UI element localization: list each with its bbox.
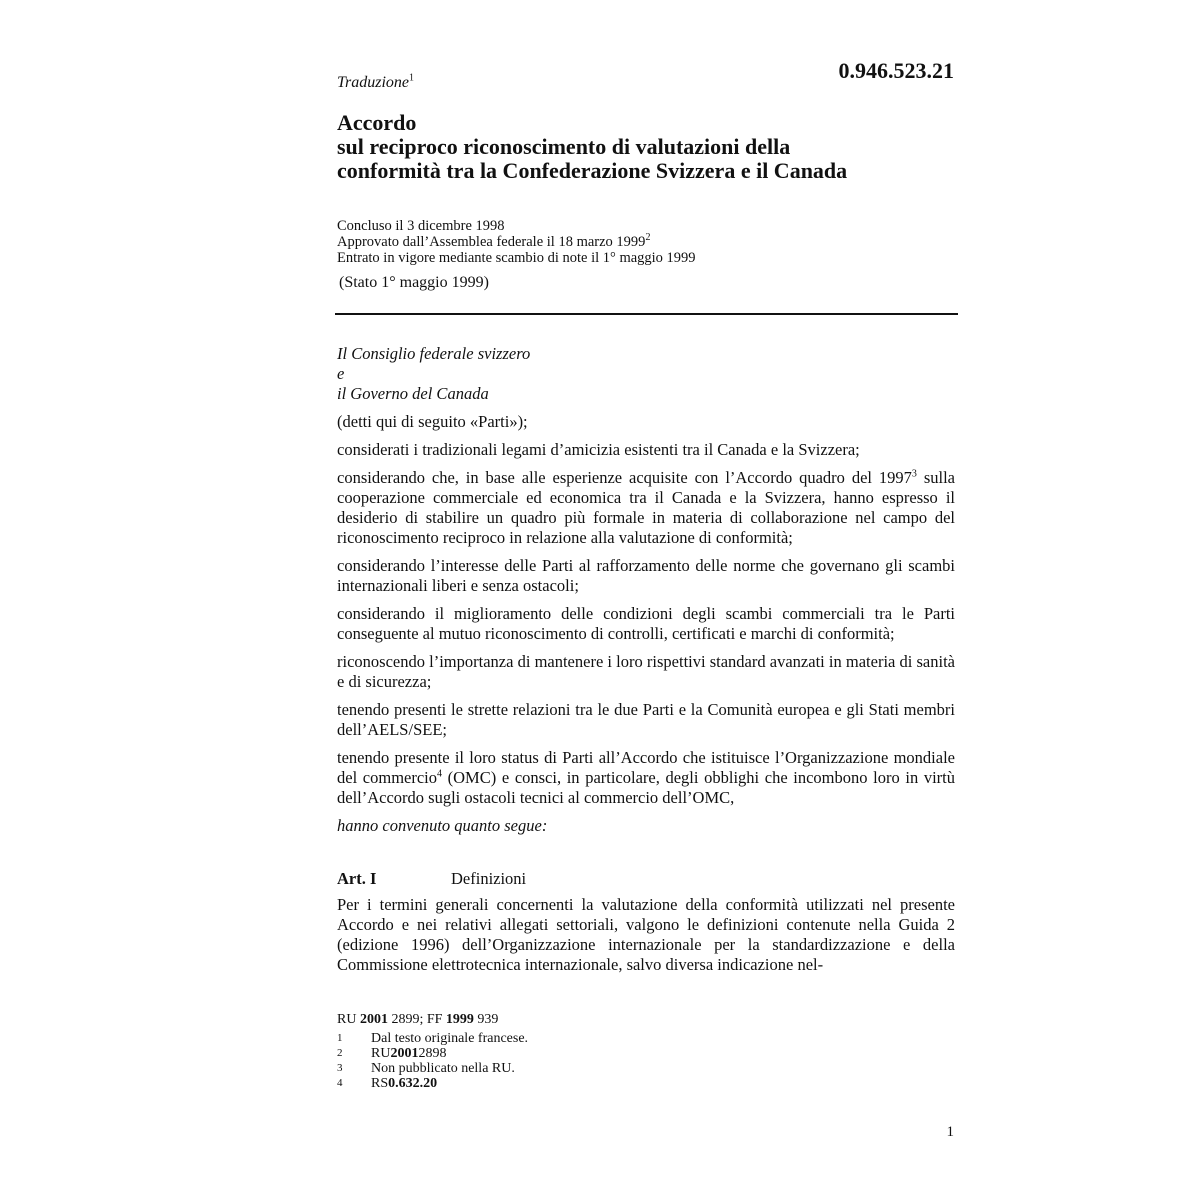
article-title: Definizioni: [451, 869, 527, 888]
recital-1: considerati i tradizionali legami d’amicizia esistenti tra il Canada e la Svizzera;: [337, 440, 860, 459]
recital-3: considerando l’interesse delle Parti al rafforzamento delle norme che governano gli scambi internazionali liberi e senza ostacoli;: [337, 556, 955, 595]
article-number: Art. I: [337, 869, 377, 888]
footnote-2: 2 RU 2001 2898: [337, 1046, 447, 1061]
footnote-4: 4 RS 0.632.20: [337, 1076, 438, 1091]
article-heading: [337, 869, 955, 889]
footnotes: [337, 1012, 528, 1091]
party-conjunction: e: [337, 364, 345, 383]
title-line-3: conformità tra la Confederazione Svizzera e il Canada: [337, 158, 848, 183]
translation-label: Traduzione: [337, 74, 410, 91]
recital-7: tenendo presente il loro status di Parti all’Accordo che istituisce l’Organizzazione mondiale del commercio$^4$ (OMC) e consci, in particolare, degli obblighi che incombono loro in virtù dell’Accordo sugli ostacoli tecnici al commercio dell’OMC,: [337, 748, 955, 807]
official-reference: RU 2001 2899; FF 1999 939: [337, 1012, 499, 1027]
article-1: [337, 869, 955, 975]
footnote-3: 3 Non pubblicato nella RU.: [337, 1061, 515, 1076]
recital-4: considerando il miglioramento delle condizioni degli scambi commerciali tra le Parti conseguente al mutuo riconoscimento di controlli, certificati e marchi di conformità;: [337, 604, 955, 643]
title-line-1: Accordo: [337, 110, 417, 135]
parties-designation: (detti qui di seguito «Parti»);: [337, 412, 528, 431]
preamble-conclusion: hanno convenuto quanto segue:: [337, 816, 548, 835]
footnote-ref-1: 1: [409, 72, 415, 84]
party-1: Il Consiglio federale svizzero: [337, 344, 531, 363]
recital-2: considerando che, in base alle esperienze acquisite con l’Accordo quadro del 1997$^3$ sulla cooperazione commerciale ed economica tra il Canada e la Svizzera, hanno espresso il desiderio di stabilire un quadro più formale in materia di collaborazione nel campo del riconoscimento reciproco in relazione alla valutazione di conformità;: [337, 468, 955, 547]
title-line-2: sul reciproco riconoscimento di valutazioni della: [337, 134, 791, 159]
footnote-ref-4: 4: [437, 768, 443, 780]
in-force-date: Entrato in vigore mediante scambio di note il 1° maggio 1999: [337, 250, 696, 266]
concluded-date: Concluso il 3 dicembre 1998: [337, 218, 505, 234]
preamble: [337, 344, 955, 836]
document-title: [337, 111, 957, 183]
document-meta: [337, 218, 696, 266]
document-number: 0.946.523.21: [838, 58, 954, 83]
header-divider: [335, 313, 958, 315]
party-2: il Governo del Canada: [337, 384, 489, 403]
article-text: Per i termini generali concernenti la valutazione della conformità utilizzati nel presente Accordo e nei relativi allegati settoriali, valgono le definizioni contenute nella Guida 2 (edizione 1996) dell’Organizzazione internazionale per la standardizzazione e della Commissione elettrotecnica internazionale, salvo diversa indicazione nel-: [337, 895, 955, 974]
status-date: (Stato 1° maggio 1999): [339, 274, 489, 291]
page-number: 1: [946, 1124, 954, 1140]
footnote-1: 1 Dal testo originale francese.: [337, 1031, 529, 1046]
recital-6: tenendo presenti le strette relazioni tra le due Parti e la Comunità europea e gli Stati membri dell’AELS/SEE;: [337, 700, 955, 739]
translation-note: [337, 74, 414, 92]
footnote-ref-3: 3: [911, 468, 917, 480]
approved-date: Approvato dall’Assemblea federale il 18 marzo 1999$^2$: [337, 232, 651, 250]
footnote-ref-2: 2: [645, 232, 651, 244]
recital-5: riconoscendo l’importanza di mantenere i loro rispettivi standard avanzati in materia di sanità e di sicurezza;: [337, 652, 955, 691]
